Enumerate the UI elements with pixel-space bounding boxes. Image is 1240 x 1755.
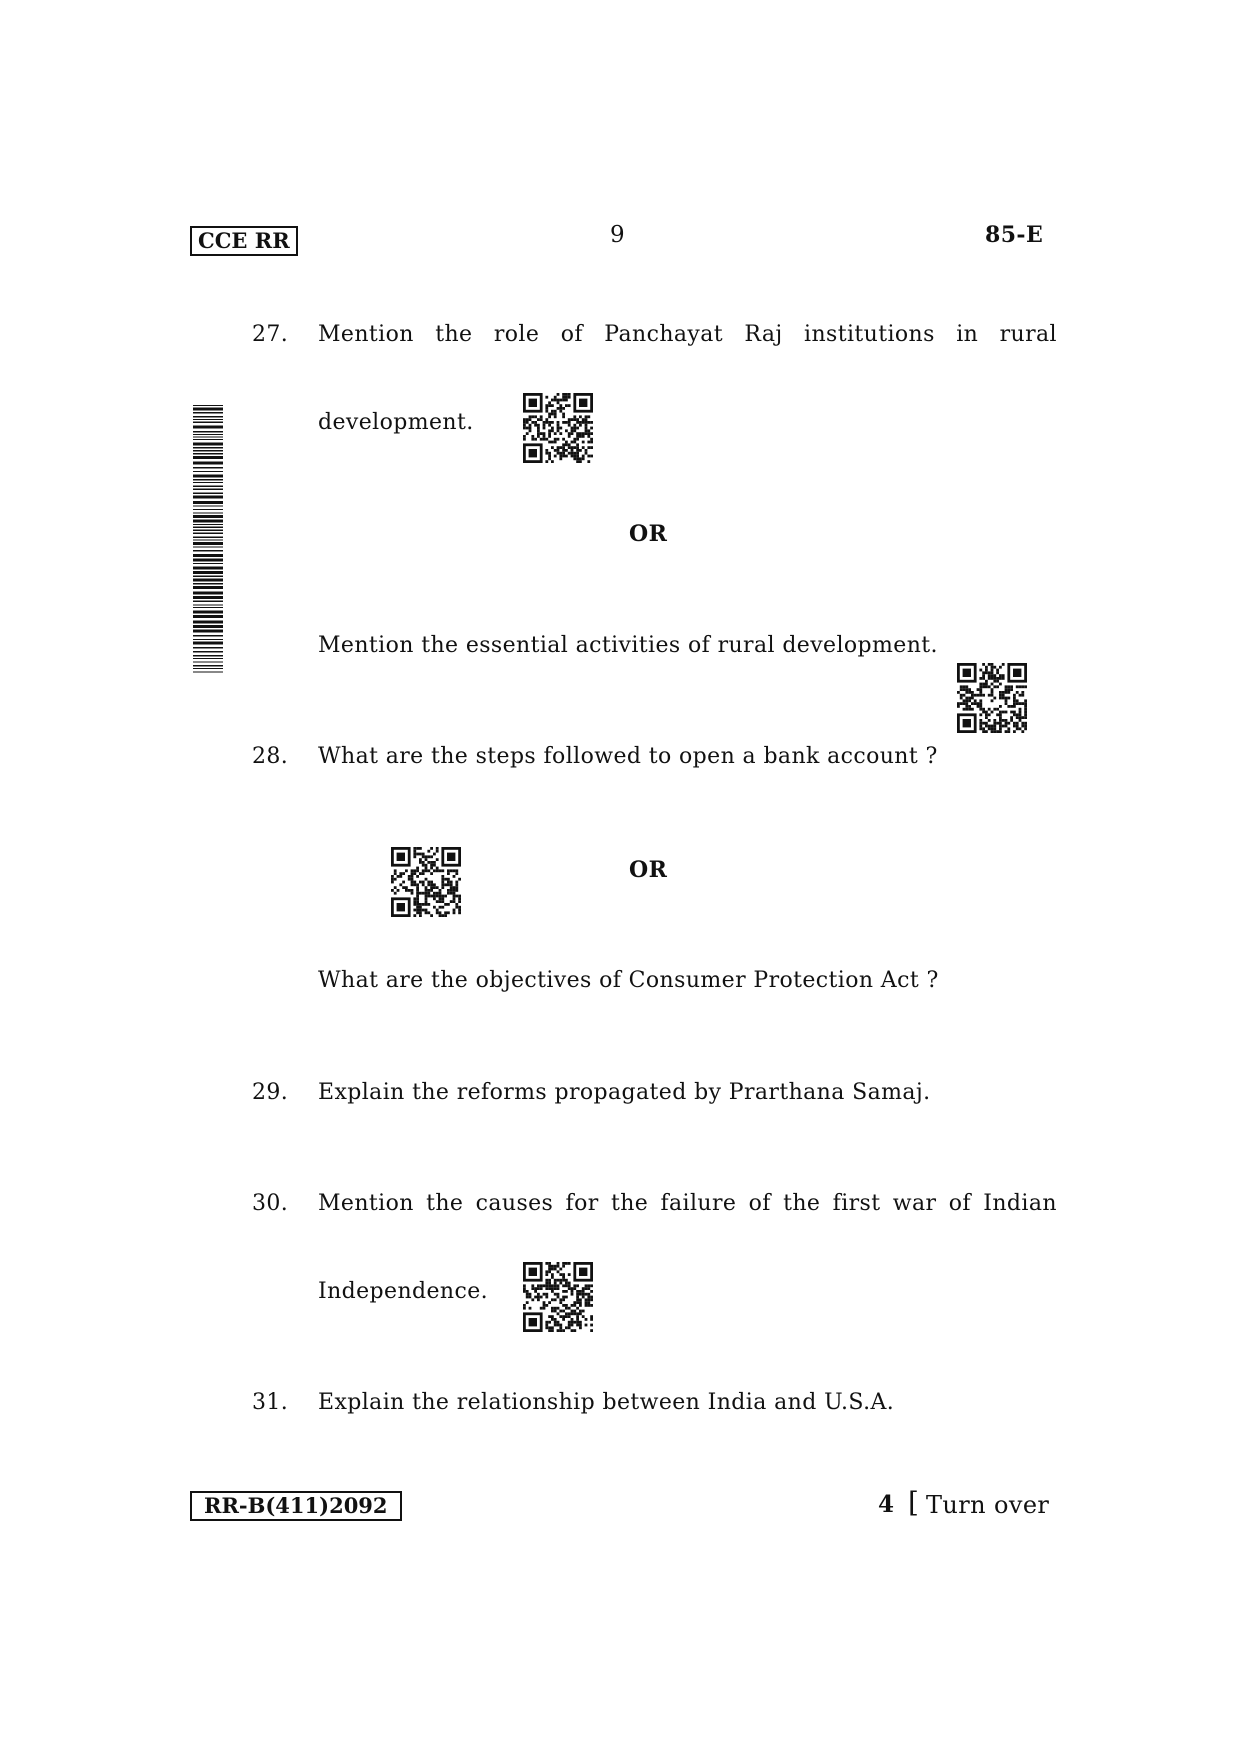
word: Indian <box>983 1191 1057 1216</box>
word: institutions <box>804 322 935 347</box>
word: Mention <box>318 1191 414 1216</box>
word: of <box>948 1191 971 1216</box>
word: Mention <box>318 322 414 347</box>
footer-paper-code: RR-B(411)2092 <box>190 1491 402 1521</box>
word: the <box>435 322 473 347</box>
or-label: OR <box>629 521 668 547</box>
question-30-line-1 <box>318 1191 1057 1216</box>
page-number: 9 <box>610 222 626 248</box>
word: of <box>560 322 583 347</box>
question-27-line-2: development. <box>318 410 474 435</box>
question-27-alternative: Mention the essential activities of rural development. <box>318 633 938 658</box>
word: failure <box>660 1191 737 1216</box>
or-label: OR <box>629 857 668 883</box>
word: of <box>748 1191 771 1216</box>
question-number: 31. <box>252 1390 289 1415</box>
question-number: 30. <box>252 1191 289 1216</box>
word: in <box>956 322 979 347</box>
header-left-code: CCE RR <box>190 226 298 256</box>
word: causes <box>475 1191 554 1216</box>
word: role <box>493 322 540 347</box>
qr-code-icon <box>523 393 593 463</box>
word: Panchayat <box>604 322 723 347</box>
word: the <box>426 1191 464 1216</box>
qr-code-icon <box>391 847 461 917</box>
question-number: 27. <box>252 322 289 347</box>
question-31-text: Explain the relationship between India and U.S.A. <box>318 1390 895 1415</box>
barcode-icon <box>193 405 223 677</box>
question-28-text: What are the steps followed to open a bank account ? <box>318 744 938 769</box>
question-number: 28. <box>252 744 289 769</box>
word: the <box>783 1191 821 1216</box>
question-27-line-1 <box>318 322 1057 347</box>
word: for <box>565 1191 599 1216</box>
question-28-alternative: What are the objectives of Consumer Protection Act ? <box>318 968 939 993</box>
word: rural <box>999 322 1057 347</box>
word: the <box>610 1191 649 1216</box>
word: Raj <box>744 322 783 347</box>
qr-code-icon <box>957 663 1027 733</box>
word: war <box>892 1191 937 1216</box>
footer-sheet-number: 4 <box>878 1491 895 1518</box>
qr-code-icon <box>523 1262 593 1332</box>
word: first <box>832 1191 881 1216</box>
question-30-line-2: Independence. <box>318 1279 489 1304</box>
question-number: 29. <box>252 1080 289 1105</box>
footer-turn-over: Turn over <box>926 1491 1050 1519</box>
header-right-code: 85-E <box>985 222 1044 248</box>
footer-bracket: [ <box>908 1486 920 1519</box>
question-29-text: Explain the reforms propagated by Prarthana Samaj. <box>318 1080 931 1105</box>
